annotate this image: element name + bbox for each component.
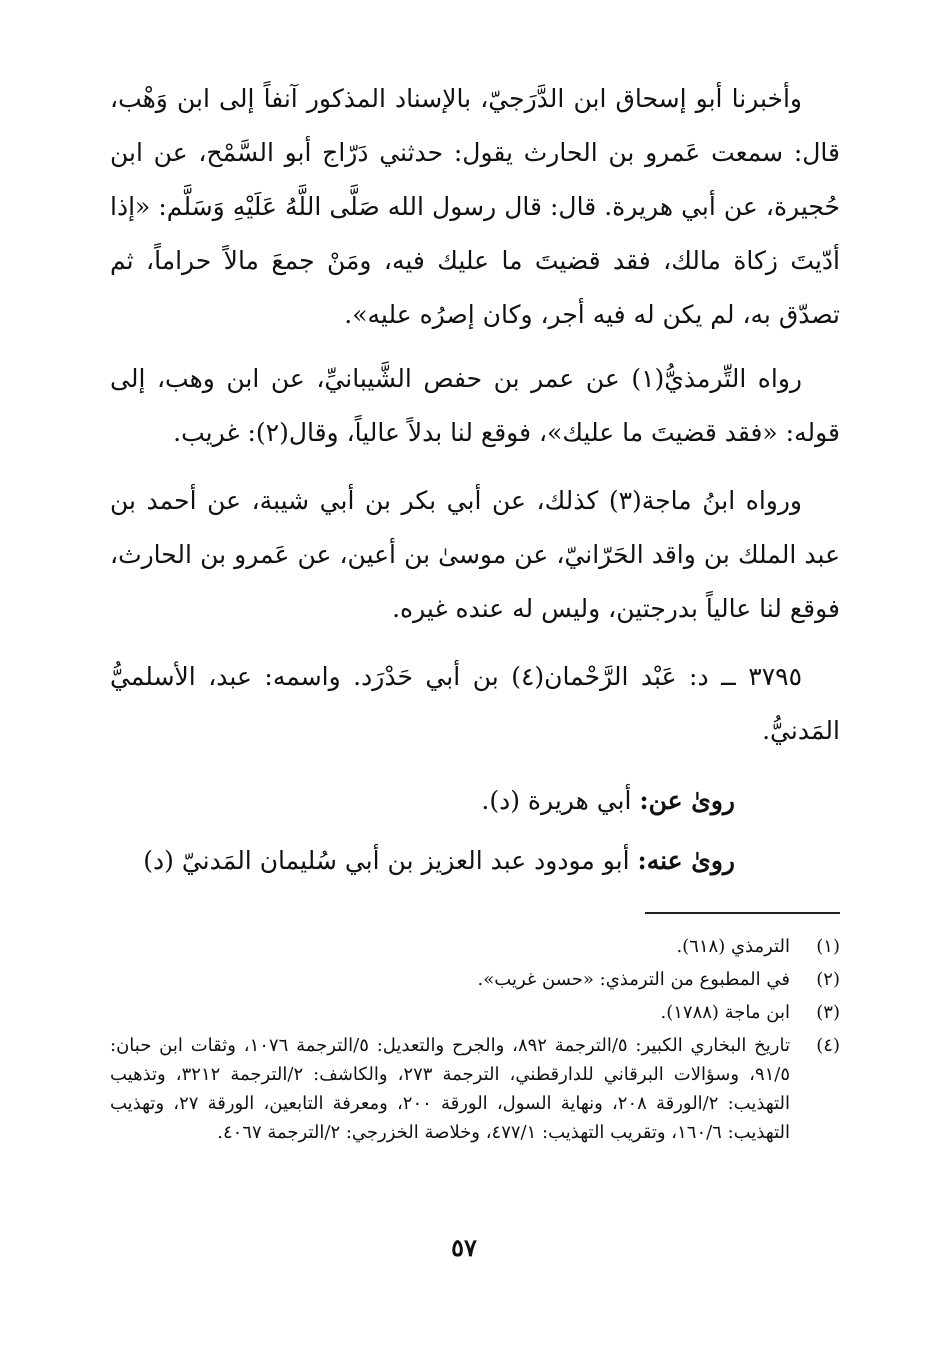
footnote-text: الترمذي (٦١٨). [676,936,790,957]
footnote-text: تاريخ البخاري الكبير: ٥/الترجمة ٨٩٢، والجرح والتعديل: ٥/الترجمة ١٠٧٦، وثقات ابن حبان: ٩١/٥، وسؤالات البرقاني للدارقطني، الترجمة ٢٧٣، والكاشف: ٢/الترجمة ٣٢١٢، وتذهيب التهذيب: ٢/الورقة ٢٠٨، ونهاية السول، الورقة ٢٠٠، ومعرفة التابعين، الورقة ٢٧، وتهذيب التهذيب: ١٦٠/٦، وتقريب التهذيب: ٤٧٧/١، وخلاصة الخزرجي: ٢/الترجمة ٤٠٦٧. [110,1035,791,1143]
footnote-2 [110,965,840,994]
paragraph-ibn-majah-text: ورواه ابنُ ماجة(٣) كذلك، عن أبي بكر بن أبي شيبة، عن أحمد بن عبد الملك بن واقد الحَرّانيّ، عن موسىٰ بن أعين، عن عَمرو بن الحارث، فوقع لنا عالياً بدرجتين، وليس له عنده غيره. [110,486,840,623]
footnote-text: ابن ماجة (١٧٨٨). [660,1002,790,1023]
footnote-3 [110,998,840,1027]
page-number: ٥٧ [451,1233,477,1262]
biography-entry [110,650,840,758]
narrated-by-text: أبو مودود عبد العزيز بن أبي سُليمان المَدنيّ (د) [143,846,630,875]
narrated-by [110,834,840,888]
footnote-number: (٤) [816,1035,840,1056]
paragraph-tirmidhi [110,352,840,460]
footnote-divider [645,912,840,914]
main-text [110,72,840,894]
footnotes [110,900,840,1151]
narrated-by-label: رویٰ عنه: [637,846,735,875]
footnote-number: (٣) [816,1002,840,1023]
biography-entry-text: ٣٧٩٥ ــ د: عَبْد الرَّحْمان(٤) بن أبي حَدْرَد. واسمه: عبد، الأسلميُّ المَدنيُّ. [110,662,840,745]
paragraph-hadith-text: وأخبرنا أبو إسحاق ابن الدَّرَجيّ، بالإسناد المذكور آنفاً إلى ابن وَهْب، قال: سمعت عَمرو بن الحارث يقول: حدثني دَرّاج أبو السَّمْح، عن ابن حُجيرة، عن أبي هريرة. قال: قال رسول الله صَلَّى اللَّهُ عَلَيْهِ وَسَلَّم: «إذا أدّيتَ زكاة مالك، فقد قضيتَ ما عليك فيه، ومَنْ جمعَ مالاً حراماً، ثم تصدّق به، لم يكن له فيه أجر، وكان إصرُه عليه». [110,84,840,329]
paragraph-hadith [110,72,840,342]
paragraph-ibn-majah [110,474,840,636]
footnote-text: في المطبوع من الترمذي: «حسن غريب». [477,969,790,990]
footnote-number: (١) [816,936,840,957]
footnote-number: (٢) [816,969,840,990]
paragraph-tirmidhi-text: رواه التِّرمذيُّ(١) عن عمر بن حفص الشَّيبانيِّ، عن ابن وهب، إلى قوله: «فقد قضيتَ ما عليك»، فوقع لنا بدلاً عالياً، وقال(٢): غريب. [110,364,840,447]
narrated-from-label: رویٰ عن: [639,786,735,815]
footnote-1 [110,932,840,961]
narrated-from [110,774,840,828]
narrated-from-text: أبي هريرة (د). [481,786,632,815]
footnote-4 [110,1031,840,1147]
